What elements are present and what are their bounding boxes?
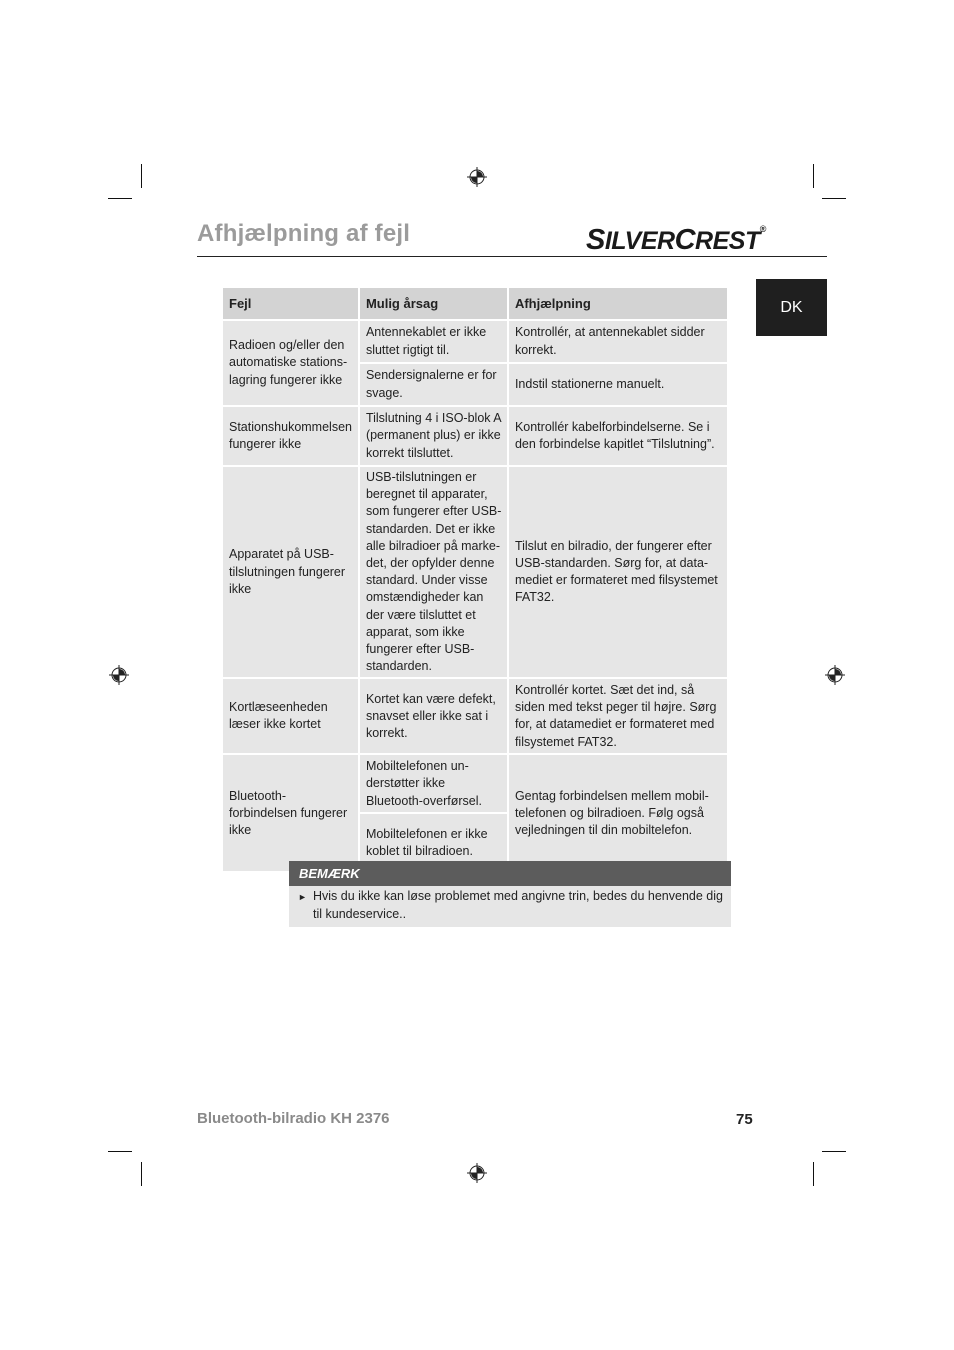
troubleshooting-table [221, 286, 729, 873]
crop-mark [108, 1151, 132, 1152]
page-number: 75 [736, 1111, 753, 1128]
remedy-cell: Kontrollér kortet. Sæt det ind, så siden med tekst peger til højre. Sørg for, at datamediet er formateret med filsystemet FAT32. [508, 678, 728, 754]
brand-logo-text: REST [695, 227, 760, 255]
crop-mark [141, 164, 142, 188]
brand-logo-letter: C [674, 224, 696, 256]
cause-cell: Kortet kan være defekt, snavset eller ikke sat i korrekt. [359, 678, 508, 754]
table-row [222, 678, 728, 754]
brand-logo-text: ILVER [604, 227, 675, 255]
crop-mark [108, 198, 132, 199]
footer-product-name: Bluetooth-bilradio KH 2376 [197, 1110, 390, 1127]
registration-mark-icon [467, 167, 487, 187]
note-heading: BEMÆRK [289, 861, 731, 886]
note-box [289, 861, 731, 927]
crop-mark [822, 1151, 846, 1152]
column-header-cause: Mulig årsag [359, 287, 508, 320]
brand-logo [586, 224, 766, 257]
remedy-cell: Gentag forbindelsen mellem mobil-telefonen og bilradioen. Følg også vejledningen til din mobiltelefon. [508, 754, 728, 872]
title-divider [197, 256, 827, 257]
page-title: Afhjælpning af fejl [197, 220, 411, 247]
table-header-row [222, 287, 728, 320]
column-header-remedy: Afhjælpning [508, 287, 728, 320]
cause-cell: Tilslutning 4 i ISO-blok A (permanent plus) er ikke korrekt tilsluttet. [359, 406, 508, 466]
fault-cell: Radioen og/eller den automatiske stations-lagring fungerer ikke [222, 320, 359, 406]
language-tab-label: DK [780, 298, 803, 316]
crop-mark [813, 164, 814, 188]
table-row [222, 320, 728, 363]
note-body [289, 886, 731, 927]
table-row [222, 754, 728, 813]
crop-mark [813, 1162, 814, 1186]
cause-cell: Antennekablet er ikke sluttet rigtigt til. [359, 320, 508, 363]
cause-cell: Mobiltelefonen er ikke koblet til bilradioen. [359, 813, 508, 872]
language-tab [756, 279, 827, 336]
cause-cell: Sendersignalerne er for svage. [359, 363, 508, 406]
cause-cell: USB-tilslutningen er beregnet til apparater, som fungerer efter USB-standarden. Det er ikke alle bilradioer på marke-det, der opfylder denne standard. Under visse omstændigheder kan der være tilsluttet et apparat, som ikke fungerer efter USB-standarden. [359, 466, 508, 678]
remedy-cell: Kontrollér, at antennekablet sidder korrekt. [508, 320, 728, 363]
remedy-cell: Tilslut en bilradio, der fungerer efter USB-standarden. Sørg for, at data-mediet er formateret med filsystemet FAT32. [508, 466, 728, 678]
remedy-cell: Kontrollér kabelforbindelserne. Se i den forbindelse kapitlet “Tilslutning”. [508, 406, 728, 466]
fault-cell: Bluetooth-forbindelsen fungerer ikke [222, 754, 359, 872]
crop-mark [822, 198, 846, 199]
column-header-fault: Fejl [222, 287, 359, 320]
cause-cell: Mobiltelefonen un-derstøtter ikke Bluetooth-overførsel. [359, 754, 508, 813]
fault-cell: Apparatet på USB-tilslutningen fungerer ikke [222, 466, 359, 678]
registration-mark-icon [467, 1163, 487, 1183]
registration-mark-icon [109, 665, 129, 685]
note-text: Hvis du ikke kan løse problemet med angivne trin, bedes du henvende dig til kundeservice.. [313, 889, 723, 921]
brand-logo-letter: S [586, 224, 605, 256]
remedy-cell: Indstil stationerne manuelt. [508, 363, 728, 406]
table-row [222, 466, 728, 678]
crop-mark [141, 1162, 142, 1186]
table-row [222, 406, 728, 466]
fault-cell: Stationshukommelsen fungerer ikke [222, 406, 359, 466]
registered-trademark: ® [759, 224, 766, 234]
fault-cell: Kortlæseenheden læser ikke kortet [222, 678, 359, 754]
bullet-arrow-icon: ► [298, 892, 307, 902]
registration-mark-icon [825, 665, 845, 685]
